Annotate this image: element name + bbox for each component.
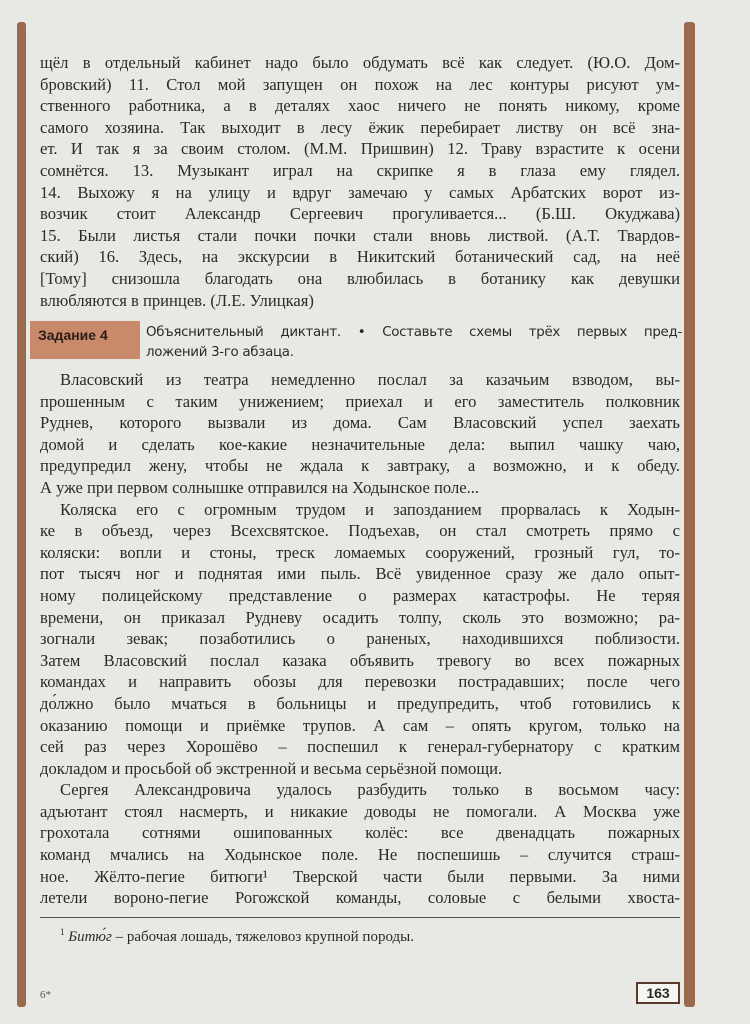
paragraph [40, 369, 680, 499]
text-line: Руднев, которого вызвали из дома. Сам Власовский успел заехать [40, 413, 680, 433]
paragraph [40, 779, 680, 909]
text-line: ному полицейскому представление о размерах катастрофы. Не теряя [40, 585, 680, 605]
task-instructions-line: ложений 3-го абзаца. [146, 345, 294, 360]
text-line: предупредил жену, чтобы не ждала к завтраку, а возможно, и к обеду. [40, 456, 680, 476]
text-line: оказанию помощи и приёмке трупов. А сам – опять кругом, только на [40, 715, 680, 735]
page-number: 163 [636, 982, 680, 1004]
text-line: до́лжно было мчаться в больницы и предупредить, чтоб готовились к [40, 693, 680, 713]
text-line: щёл в отдельный кабинет надо было обдумать всё как следует. (Ю.О. Дом- [40, 53, 680, 72]
footnote-mark: 1 [60, 927, 65, 937]
text-line: 15. Были листья стали почки почки стали вновь листвой. (А.Т. Твардов- [40, 225, 680, 245]
text-line: сомнётся. 13. Музыкант играл на скрипке я в глаза ему глядел. [40, 160, 680, 180]
text-line: влюбляются в принцев. (Л.Е. Улицкая) [40, 290, 314, 310]
footnote-divider [40, 917, 680, 918]
footnote-term: Битю́г [68, 929, 112, 945]
text-line: Коляска его с огромным трудом и запозданием прорвалась к Ходын- [60, 499, 680, 519]
text-line: коляски: вопли и стоны, треск ломаемых сооружений, грозный гул, то- [40, 542, 680, 562]
text-line: Затем Власовский послал казака объявить тревогу во всех пожарных [40, 650, 680, 670]
text-line: бровский) 11. Стол мой запущен он похож на лес контуры рисуют ум- [40, 74, 680, 94]
footnote [60, 927, 414, 946]
task-label: Задание 4 [30, 321, 140, 359]
paragraph [40, 499, 680, 780]
text-line: ский) 16. Здесь, на экскурсии в Никитский ботанический сад, на неё [40, 247, 680, 267]
text-line: ет. И так я за своим столом. (М.М. Пришвин) 12. Траву взрастите к осени [40, 139, 680, 159]
text-line: командах и направить обозы для перевозки пострадавших; после чего [40, 672, 680, 692]
text-line: [Тому] снизошла благодать она влюбилась в ботанику как девушки [40, 268, 680, 288]
task-header [30, 321, 682, 361]
page-edge-left [17, 22, 26, 1007]
page-edge-right [684, 22, 695, 1007]
text-line: А уже при первом солнышке отправился на Ходынское поле... [40, 477, 480, 497]
text-line: докладом и просьбой об экстренной и весьма серьёзной помощи. [40, 758, 503, 778]
text-line: домой и сделать кое-какие незначительные дела: выпил чашку чаю, [40, 434, 680, 454]
text-line: прошенным с таким унижением; приехал и его заместитель полковник [40, 391, 680, 411]
text-line: команд мчались на Ходынское поле. Не поспешишь – случится страш- [40, 845, 680, 865]
text-line: ке в объезд, через Всехсвятское. Подъехав, он стал смотреть прямо с [40, 521, 680, 541]
footnote-definition: – рабочая лошадь, тяжеловоз крупной породы. [111, 929, 414, 945]
text-line: летели вороно-пегие Рогожской команды, соловые с белыми хвоста- [40, 888, 680, 908]
text-line: ственного работника, а в деталях хаос ничего не понять никому, кроме [40, 96, 680, 116]
text-line: 14. Выхожу я на улицу и вдруг замечаю у самых Арбатских ворот из- [40, 182, 680, 202]
text-line: ное. Жёлто-пегие битюги¹ Тверской части были первыми. За ними [40, 866, 680, 886]
exercise-sentences [40, 52, 680, 311]
text-line: возчик стоит Александр Сергеевич прогуливается... (Б.Ш. Окуджава) [40, 204, 680, 224]
text-line: сей раз через Хорошёво – поспешил к генерал-губернатору с кратким [40, 737, 680, 757]
task-instructions [146, 323, 682, 363]
text-line: грохотала сотнями ошипованных колёс: все двенадцать пожарных [40, 823, 680, 843]
printer-signature: 6* [40, 989, 51, 1001]
text-line: адъютант стоял насмерть, и никакие доводы не помогали. А Москва уже [40, 801, 680, 821]
text-line: самого хозяина. Так выходит в лесу ёжик перебирает листву он всё зна- [40, 117, 680, 137]
text-line: Сергея Александровича удалось разбудить только в восьмом часу: [60, 780, 680, 800]
text-line: зогнали зевак; позаботились о раненых, находившихся поблизости. [40, 629, 680, 649]
text-line: пот тысяч ног и поднятая ими пыль. Всё увиденное сразу же дало опыт- [40, 564, 680, 584]
text-line: времени, он приказал Рудневу осадить толпу, сколь это возможно; ра- [40, 607, 680, 627]
task-instructions-line: Объяснительный диктант. • Составьте схемы трёх первых пред- [146, 325, 682, 340]
text-line: Власовский из театра немедленно послал за казачьим взводом, вы- [60, 370, 680, 389]
dictation-text [40, 369, 680, 909]
